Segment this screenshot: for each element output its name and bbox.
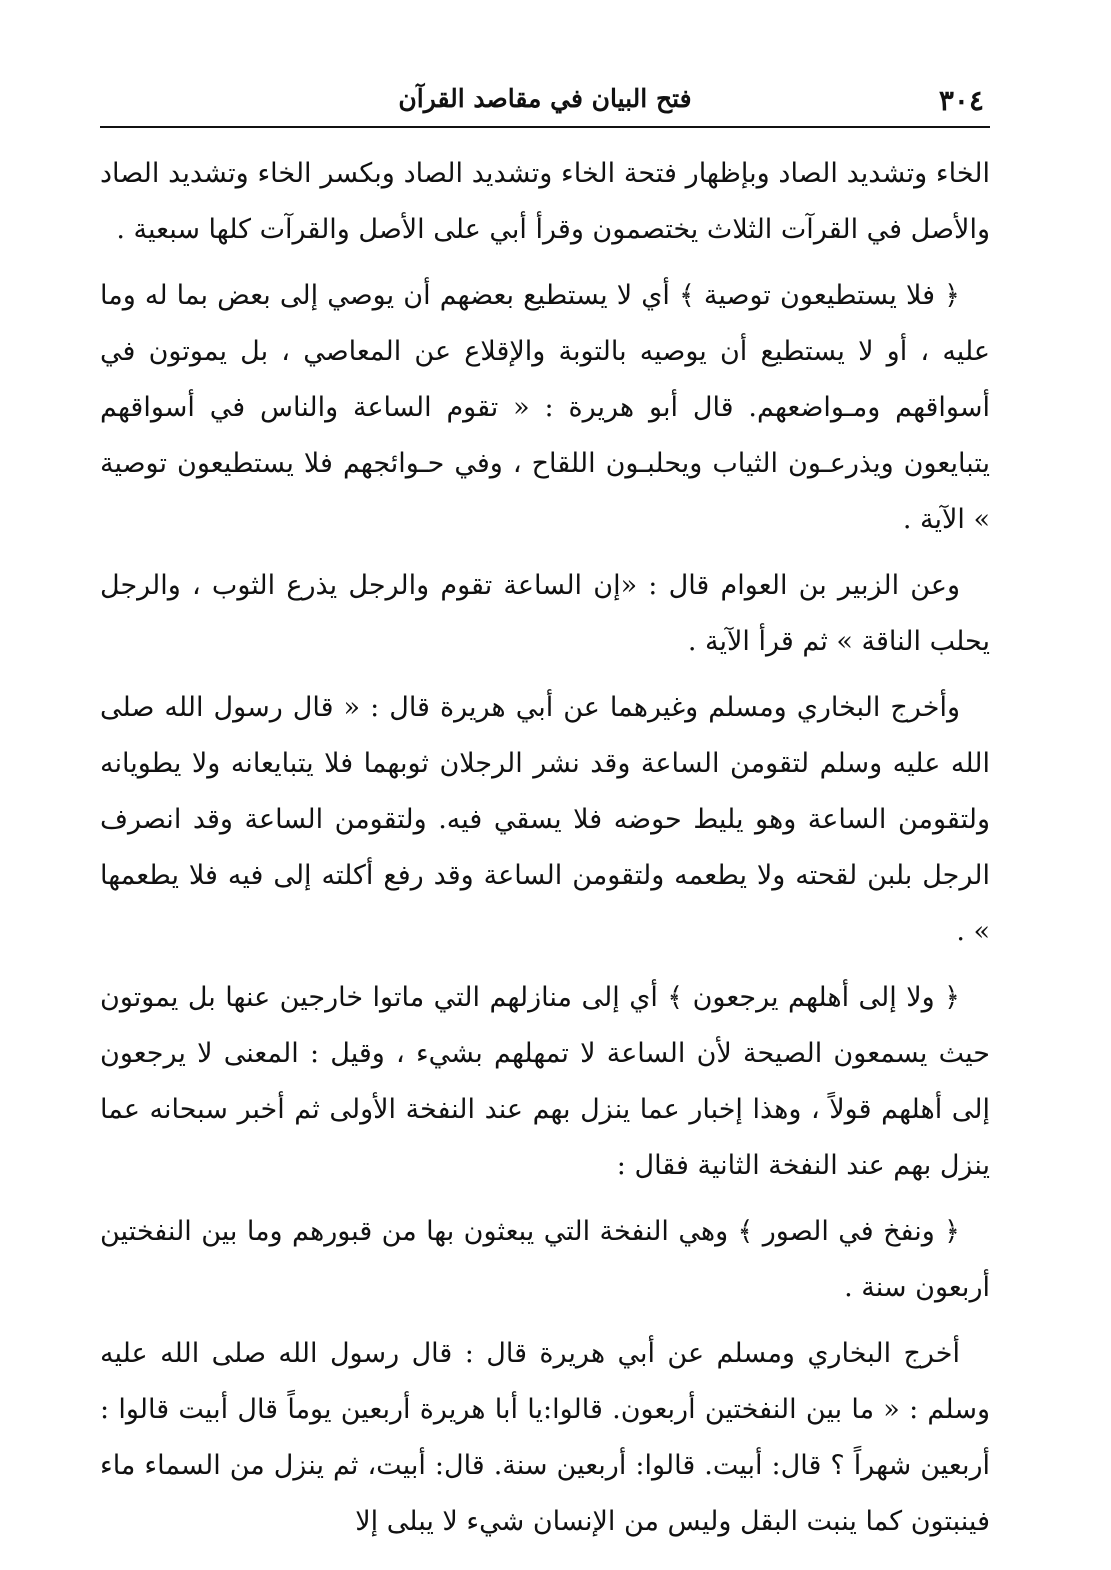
paragraph: ﴿ ونفخ في الصور ﴾ وهي النفخة التي يبعثون بها من قبورهم وما بين النفختين أربعون سنة . bbox=[100, 1216, 990, 1303]
page-number: ٣٠٤ bbox=[938, 84, 984, 117]
book-title: فتح البيان في مقاصد القرآن bbox=[398, 84, 692, 113]
book-page bbox=[100, 70, 990, 1550]
paragraph: ﴿ فلا يستطيعون توصية ﴾ أي لا يستطيع بعضهم أن يوصي إلى بعض بما له وما عليه ، أو لا يستطيع أن يوصيه بالتوبة والإقلاع عن المعاصي ، بل يموتون في أسواقهم ومـواضعهم. قال أبو هريرة : « تقوم الساعة والناس في أسواقهم يتبايعون ويذرعـون الثياب ويحلبـون اللقاح ، وفي حـوائجهم فلا يستطيعون توصية » الآية . bbox=[100, 280, 990, 535]
page-body bbox=[100, 146, 990, 1550]
page-header bbox=[100, 70, 990, 128]
paragraph: وأخرج البخاري ومسلم وغيرهما عن أبي هريرة قال : « قال رسول الله صلى الله عليه وسلم لتقومن الساعة وقد نشر الرجلان ثوبهما فلا يتبايعانه ولا يطويانه ولتقومن الساعة وهو يليط حوضه فلا يسقي فيه. ولتقومن الساعة وقد انصرف الرجل بلبن لقحته ولا يطعمه ولتقومن الساعة وقد رفع أكلته إلى فيه فلا يطعمها » . bbox=[100, 692, 990, 947]
paragraph: وعن الزبير بن العوام قال : «إن الساعة تقوم والرجل يذرع الثوب ، والرجل يحلب الناقة » ثم قرأ الآية . bbox=[100, 570, 990, 657]
paragraph: ﴿ ولا إلى أهلهم يرجعون ﴾ أي إلى منازلهم التي ماتوا خارجين عنها بل يموتون حيث يسمعون الصيحة لأن الساعة لا تمهلهم بشيء ، وقيل : المعنى لا يرجعون إلى أهلهم قولاً ، وهذا إخبار عما ينزل بهم عند النفخة الأولى ثم أخبر سبحانه عما ينزل بهم عند النفخة الثانية فقال : bbox=[100, 982, 990, 1181]
paragraph: الخاء وتشديد الصاد وبإظهار فتحة الخاء وتشديد الصاد وبكسر الخاء وتشديد الصاد والأصل في القرآت الثلاث يختصمون وقرأ أبي على الأصل والقرآت كلها سبعية . bbox=[100, 158, 990, 245]
paragraph: أخرج البخاري ومسلم عن أبي هريرة قال : قال رسول الله صلى الله عليه وسلم : « ما بين النفختين أربعون. قالوا:يا أبا هريرة أربعين يوماً قال أبيت قالوا : أربعين شهراً ؟ قال: أبيت. قالوا: أربعين سنة. قال: أبيت، ثم ينزل من السماء ماء فينبتون كما ينبت البقل وليس من الإنسان شيء لا يبلى إلا bbox=[100, 1338, 990, 1537]
